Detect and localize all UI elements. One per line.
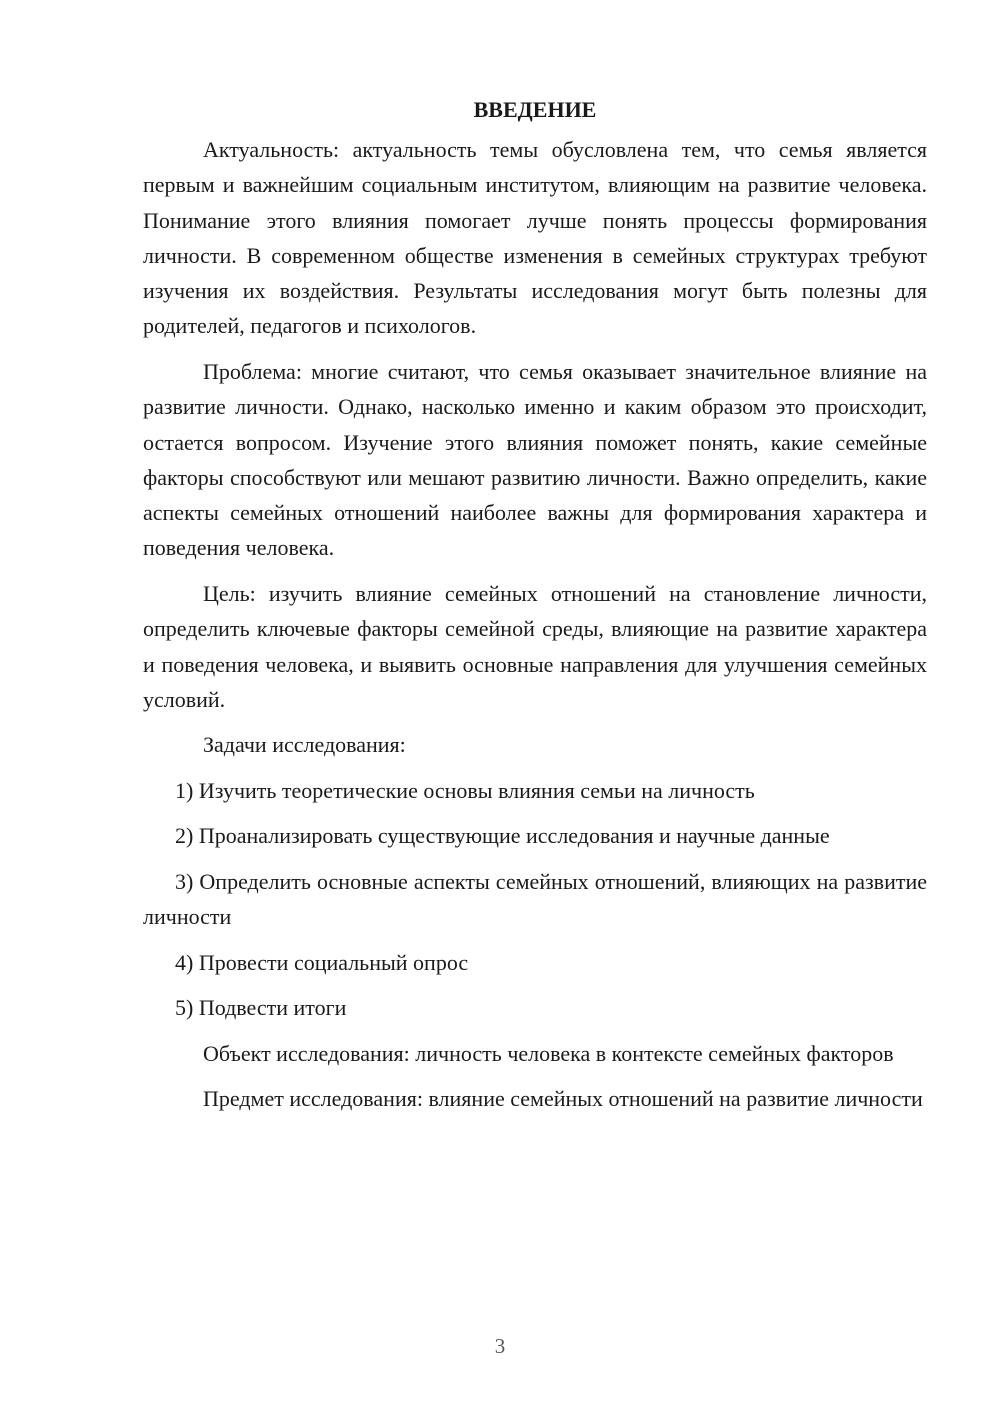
list-item: 2) Проанализировать существующие исследования и научные данные: [175, 823, 830, 849]
paragraph-relevance: Актуальность: актуальность темы обусловлена тем, что семья является первым и важнейшим социальным институтом, влияющим на развитие человека. Понимание этого влияния помогает лучше понять процессы формирования личности. В современном обществе изменения в семейных структурах требуют изучения их воздействия. Результаты исследования могут быть полезны для родителей, педагогов и психологов.: [143, 137, 927, 339]
paragraph-goal: Цель: изучить влияние семейных отношений на становление личности, определить ключевые факторы семейной среды, влияющие на развитие характера и поведения человека, и выявить основные направления для улучшения семейных условий.: [143, 580, 927, 712]
list-item: 4) Провести социальный опрос: [175, 949, 469, 975]
list-item: 3) Определить основные аспекты семейных отношений, влияющих на развитие личности: [143, 868, 927, 930]
page-title: ВВЕДЕНИЕ: [473, 97, 597, 122]
paragraph-object: Объект исследования: личность человека в контексте семейных факторов: [203, 1040, 894, 1066]
tasks-heading: Задачи исследования:: [203, 732, 406, 758]
list-item: 1) Изучить теоретические основы влияния семьи на личность: [175, 777, 755, 803]
tasks-list: [143, 773, 927, 1026]
paragraph-problem: Проблема: многие считают, что семья оказывает значительное влияние на развитие личности. Однако, насколько именно и каким образом это происходит, остается вопросом. Изучение этого влияния поможет понять, какие семейные факторы способствуют или мешают развитию личности. Важно определить, какие аспекты семейных отношений наиболее важны для формирования характера и поведения человека.: [143, 358, 927, 561]
list-item: 5) Подвести итоги: [175, 995, 347, 1021]
page-number: 3: [494, 1334, 506, 1358]
paragraph-subject: Предмет исследования: влияние семейных отношений на развитие личности: [203, 1086, 923, 1111]
